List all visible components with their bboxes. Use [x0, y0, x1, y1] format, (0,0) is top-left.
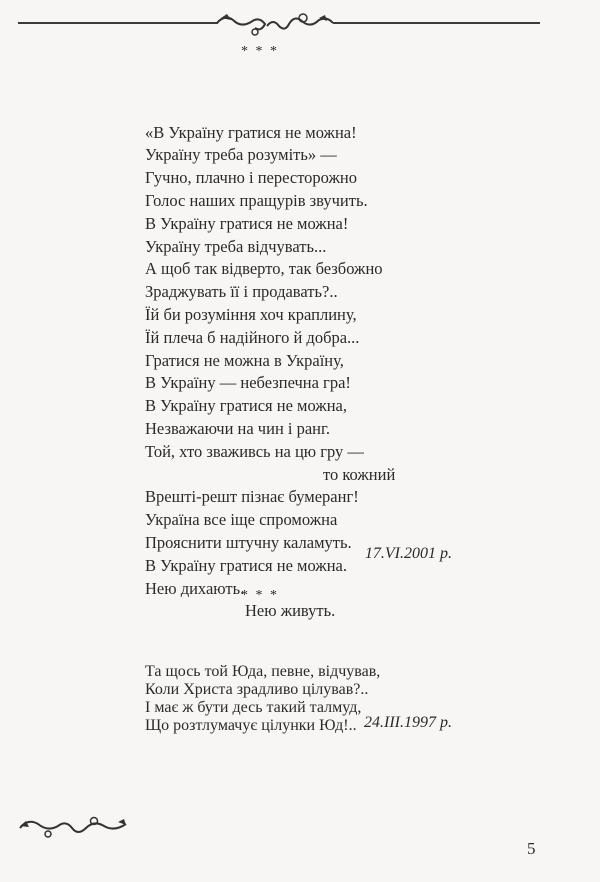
poem-line: В Україну — небезпечна гра! — [145, 373, 351, 393]
poem-line: А щоб так відверто, так безбожно — [145, 259, 383, 279]
poem2-separator: * * * — [241, 588, 279, 603]
poem2-date: 24.III.1997 р. — [364, 714, 452, 731]
poem-line: Їй би розуміння хоч краплину, — [145, 304, 357, 324]
poem-line: Гучно, плачно і пересторожно — [145, 168, 358, 188]
poem-line: Їй плеча б надійного й добра... — [145, 327, 360, 347]
poem-line: Гратися не можна в Україну, — [145, 350, 344, 370]
poem-line: Той, хто зваживсь на цю гру — — [145, 441, 364, 461]
poem-line: В Україну гратися не можна! — [145, 213, 349, 233]
poem-line: В Україну гратися не можна, — [145, 396, 347, 416]
page-number: 5 — [527, 839, 536, 858]
poem-line: Нею дихають. — [145, 578, 245, 598]
top-ornament-icon — [215, 10, 335, 40]
poem-line: Прояснити штучну каламуть. — [145, 532, 352, 552]
poem-line: Голос наших пращурів звучить. — [145, 190, 368, 210]
poem-line: І має ж бути десь такий талмуд, — [145, 699, 362, 716]
poem-line: то кожний — [323, 464, 396, 484]
poem-line: Коли Христа зрадливо цілував?.. — [145, 681, 369, 698]
poem-line: Врешті-решт пізнає бумеранг! — [145, 487, 359, 507]
poem-line: Україну треба розуміть» — — [145, 145, 337, 165]
poem-line: В Україну гратися не можна. — [145, 555, 347, 575]
poem-line: Україну треба відчувать... — [145, 236, 327, 256]
poem2 — [145, 627, 380, 753]
poem-line: «В Україну гратися не можна! — [145, 122, 357, 142]
poem-line: Україна все іще спроможна — [145, 510, 338, 530]
poem-line: Що розтлумачує цілунки Юд!.. — [145, 717, 357, 734]
poem1-date: 17.VI.2001 р. — [364, 545, 452, 562]
poem-line: Нею живуть. — [245, 601, 336, 621]
top-rule-left — [18, 22, 218, 24]
bottom-ornament-icon — [18, 814, 128, 840]
poem-line: Незважаючи на чин і ранг. — [145, 418, 331, 438]
poem1 — [145, 76, 395, 646]
poem-line: Та щось той Юда, певне, відчував, — [145, 663, 381, 680]
top-rule-right — [333, 22, 540, 24]
poem-line: Зраджувать її і продавать?.. — [145, 282, 338, 302]
poem1-separator: * * * — [241, 44, 279, 59]
